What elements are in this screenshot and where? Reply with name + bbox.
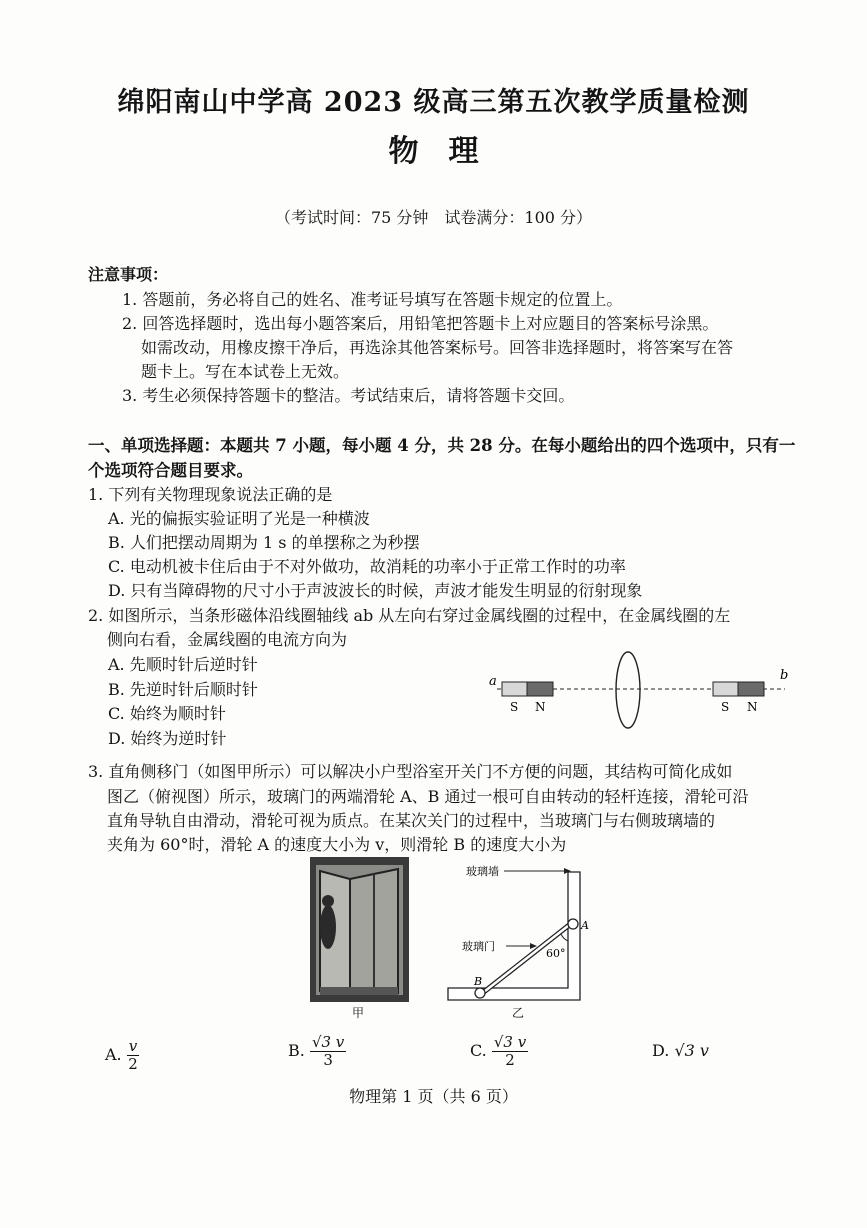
notice-item-2-cont2: 题卡上。写在本试卷上无效。 [141,362,350,381]
notice-item-3: 3. 考生必须保持答题卡的整洁。考试结束后，请将答题卡交回。 [122,386,575,405]
notice-item-1: 1. 答题前，务必将自己的姓名、准考证号填写在答题卡规定的位置上。 [122,290,623,309]
caption-yi: 乙 [512,1006,525,1020]
label-b: b [780,668,789,683]
exam-title: 绵阳南山中学高 2023 级高三第五次教学质量检测 [117,87,750,118]
q2-stem: 2. 如图所示，当条形磁体沿线圈轴线 ab 从左向右穿过金属线圈的过程中，在金属线圈的左 [88,606,731,625]
subject-title: 物理 [388,134,509,169]
angle-arc [561,934,568,941]
q3-stem-cont-1: 图乙（俯视图）所示，玻璃门的两端滑轮 A、B 通过一根可自由转动的轻杆连接，滑轮可沿 [107,787,749,806]
q3-option-c: C. $\frac{√3 v}{2}$ [470,1033,527,1069]
q1-stem: 1. 下列有关物理现象说法正确的是 [88,485,333,504]
pulley-a [568,919,578,929]
notice-item-2: 2. 回答选择题时，选出每小题答案后，用铅笔把答题卡上对应题目的答案标号涂黑。 [122,314,719,333]
pole-s-right: S [721,700,730,714]
q3-stem-cont-2: 直角导轨自由滑动，滑轮可视为质点。在某次关门的过程中，当玻璃门与右侧玻璃墙的 [107,811,716,830]
exam-info: （考试时间：75 分钟 试卷满分：100 分） [274,208,593,227]
caption-jia: 甲 [352,1006,365,1020]
q1-option-d: D. 只有当障碍物的尺寸小于声波波长的时候，声波才能发生明显的衍射现象 [108,581,643,600]
label-b-pulley: B [474,975,483,988]
label-a: a [489,674,497,689]
pulley-b [475,988,485,998]
q2-option-d: D. 始终为逆时针 [108,729,227,748]
q1-option-b: B. 人们把摆动周期为 1 s 的单摆称之为秒摆 [108,533,420,552]
q2-magnet-coil-figure [485,645,795,735]
magnet-left [502,682,553,696]
shower-door-photo [310,857,409,1002]
q3-option-a: A. $\frac{v}{2}$ [105,1037,138,1073]
q2-stem-cont: 侧向右看，金属线圈的电流方向为 [107,630,348,649]
q1-option-c: C. 电动机被卡住后由于不对外做功，故消耗的功率小于正常工作时的功率 [108,557,626,576]
q2-option-a: A. 先顺时针后逆时针 [108,655,258,674]
section1-heading: 一、单项选择题：本题共 7 小题，每小题 4 分，共 28 分。在每小题给出的四个选项中，只有一 [88,436,796,455]
page-footer: 物理第 1 页（共 6 页） [349,1087,518,1106]
pole-n-right: N [747,700,758,714]
notice-item-2-cont: 如需改动，用橡皮擦干净后，再选涂其他答案标号。回答非选择题时，将答案写在答 [141,338,734,357]
q1-option-a: A. 光的偏振实验证明了光是一种横波 [108,509,370,528]
notice-heading: 注意事项： [88,265,169,284]
label-glass-wall: 玻璃墙 [466,865,499,878]
q2-option-b: B. 先逆时针后顺时针 [108,680,258,699]
q3-top-view-figure [440,862,590,1007]
q3-option-b: B. $\frac{√3 v}{3}$ [288,1033,345,1069]
pole-s-left: S [510,700,519,714]
q3-stem-cont-3: 夹角为 60°时，滑轮 A 的速度大小为 v，则滑轮 B 的速度大小为 [107,835,567,854]
q3-option-d: D. √3 v [652,1041,709,1060]
magnet-right [713,682,764,696]
right-angle-track [448,872,580,1000]
q2-option-c: C. 始终为顺时针 [108,704,226,723]
pole-n-left: N [535,700,546,714]
q3-stem: 3. 直角侧移门（如图甲所示）可以解决小户型浴室开关门不方便的问题，其结构可简化成如 [88,762,733,781]
label-glass-door: 玻璃门 [462,940,495,953]
label-a-pulley: A [581,919,589,932]
label-angle: 60° [546,947,566,960]
metal-coil [616,652,640,728]
section1-heading-cont: 个选项符合题目要求。 [88,461,253,480]
